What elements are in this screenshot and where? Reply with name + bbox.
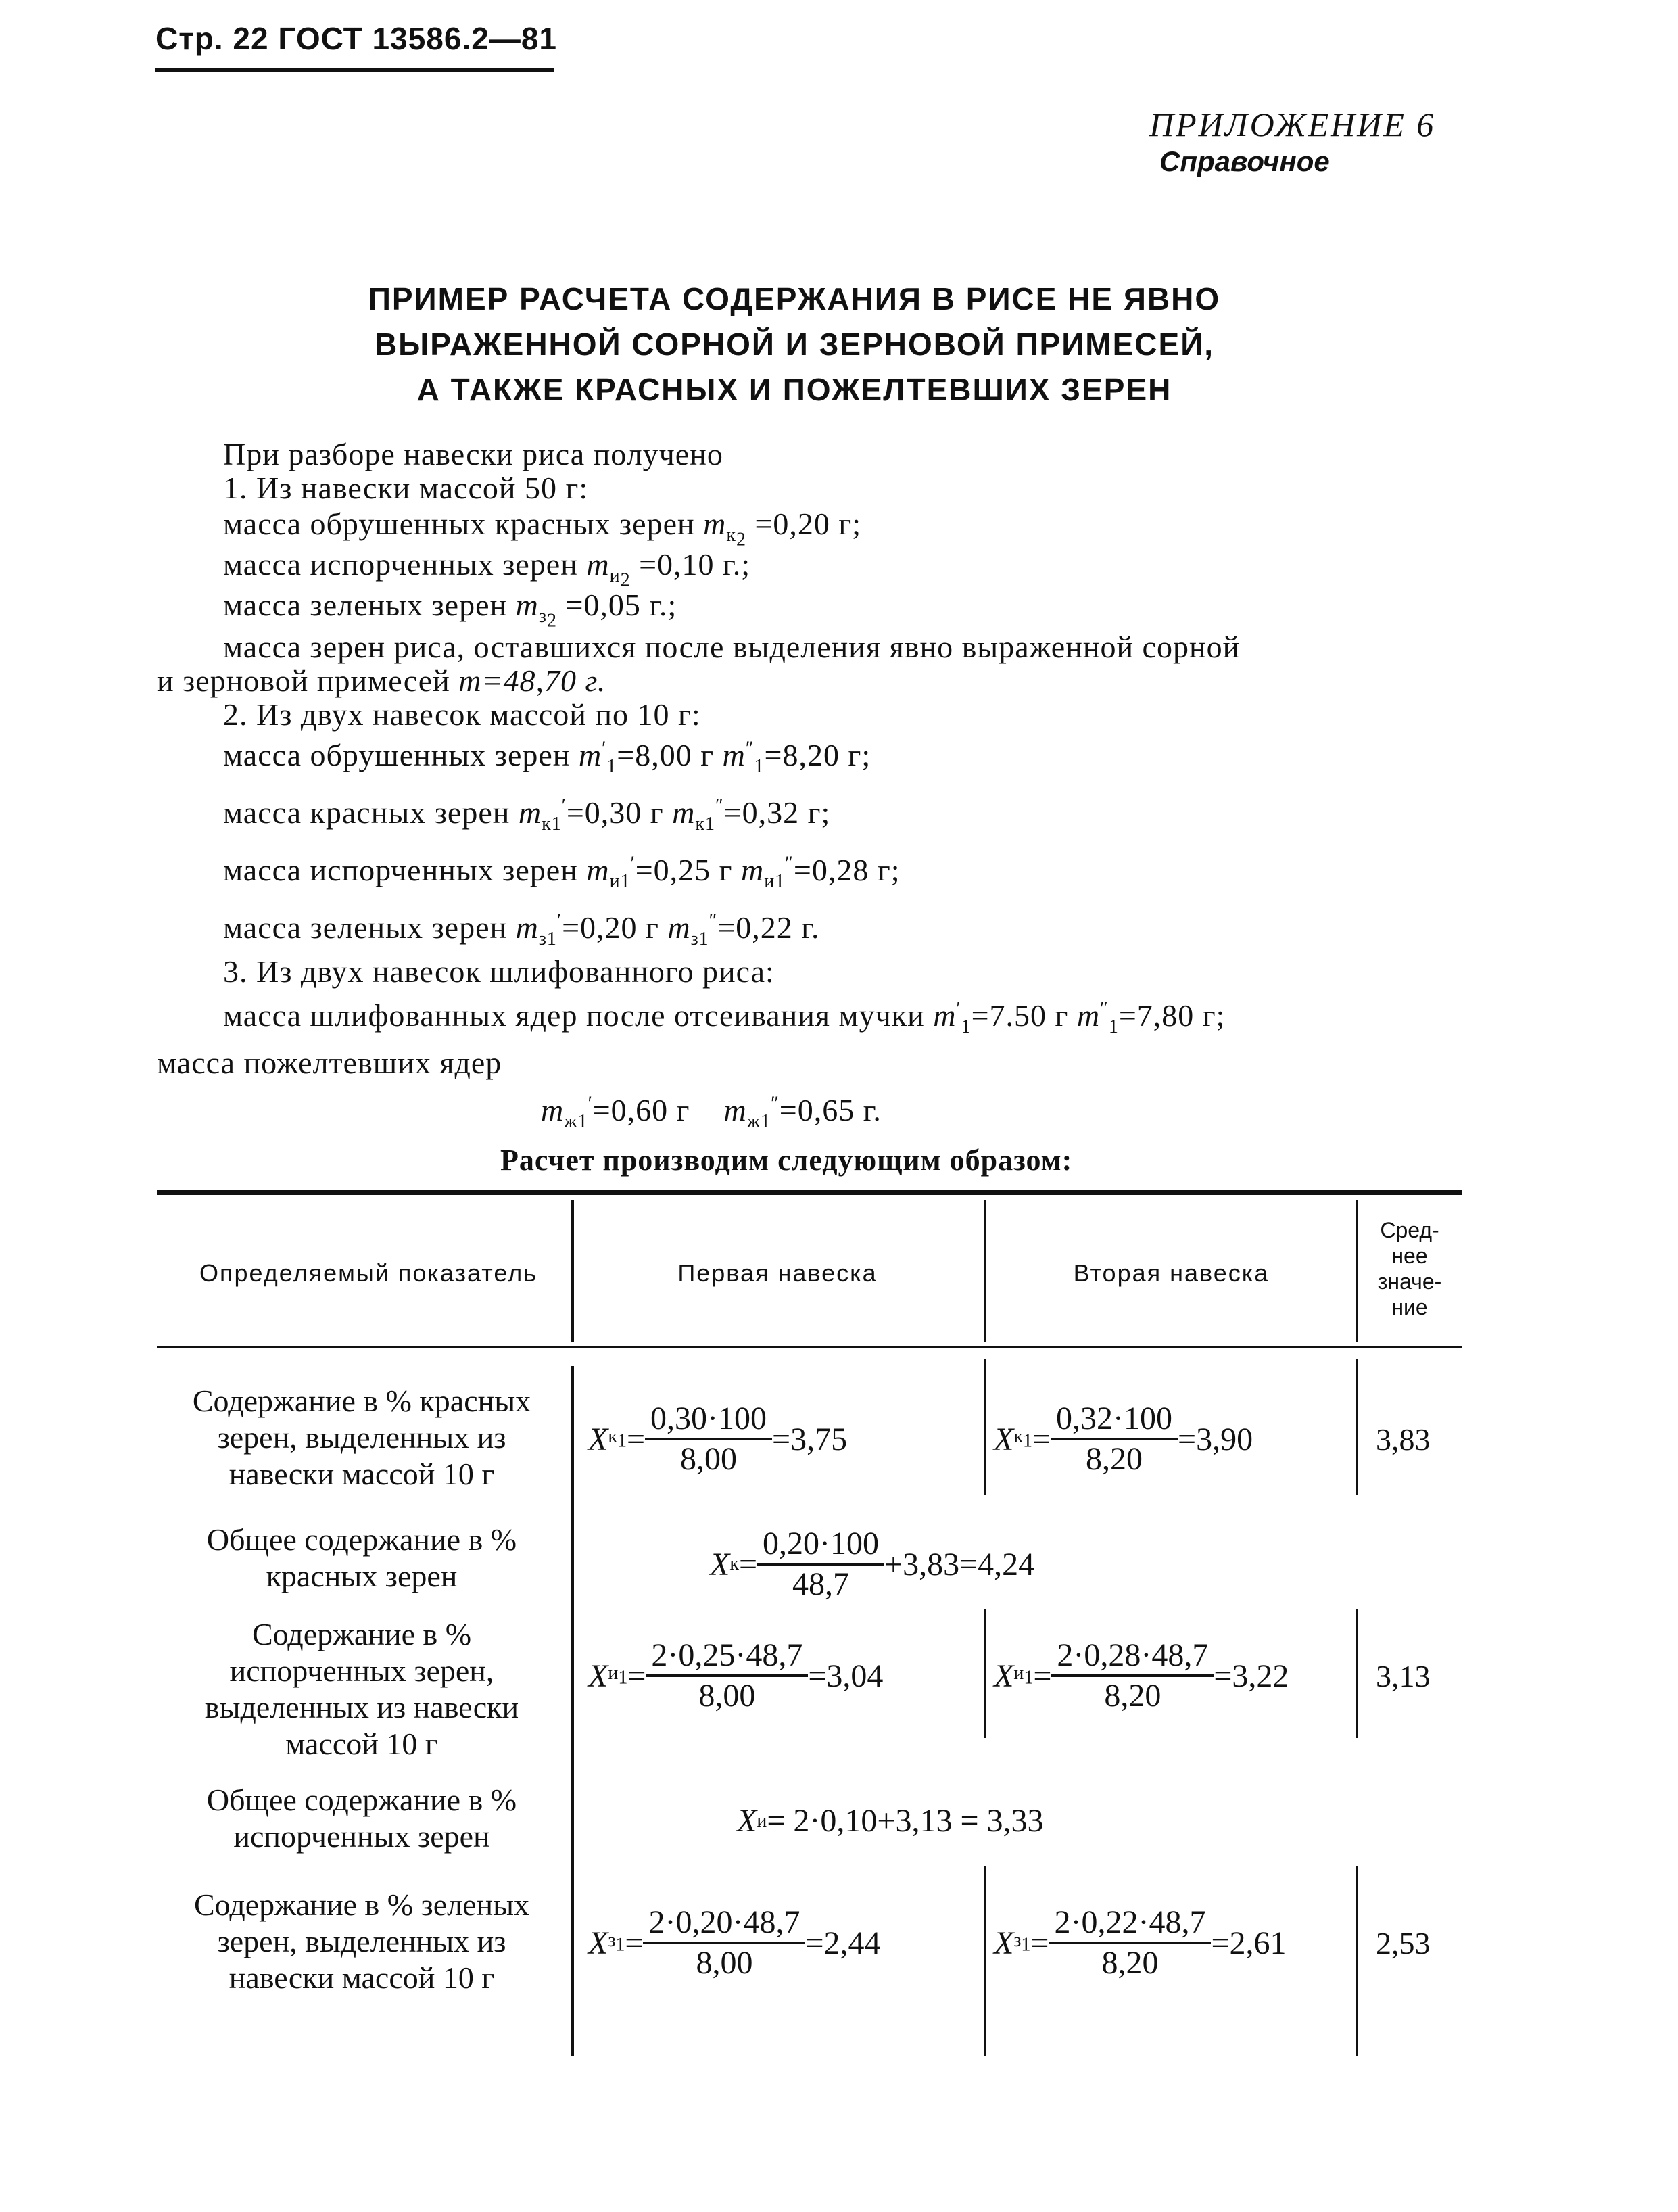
table-vline-2-head xyxy=(984,1200,986,1342)
line-remaining-a: масса зерен риса, оставшихся после выделения явно выраженной сорной xyxy=(223,630,1241,664)
line-yellowed-kernels: масса пожелтевших ядер xyxy=(157,1045,502,1080)
line-green-grains: масса зеленых зерен $m_{з_2} =0,05$ г.; xyxy=(223,588,677,632)
avg-spoiled: 3,13 xyxy=(1376,1659,1431,1693)
row-label-green-percent: Содержание в % зеленых зерен, выделенных из навески массой 10 г xyxy=(193,1887,530,1995)
table-vline-3-row5 xyxy=(1356,1866,1358,2056)
table-header-rule xyxy=(157,1346,1462,1348)
header-indicator: Определяемый показатель xyxy=(199,1259,537,1287)
table-vline-2-row3 xyxy=(984,1609,986,1738)
line-spoiled-grains-2: масса испорченных зерен $m_{и1}'=0,25$ г $m_{и1}''=0,28$ г; xyxy=(223,853,901,893)
table-vline-1-body xyxy=(571,1366,574,2056)
formula-green-second: X $з_1$ = $\frac{2\cdot 0,22\cdot 48,7}{8,20}$ =2,61 xyxy=(994,1904,1287,1981)
line-remaining-b: и зерновой примесей m=48,70 г. xyxy=(157,663,606,698)
title-line-1: ПРИМЕР РАСЧЕТА СОДЕРЖАНИЯ В РИСЕ НЕ ЯВНО xyxy=(368,281,1221,316)
line-red-grains: масса обрушенных красных зерен $m_{к_2} =0,20$ г; xyxy=(223,507,862,550)
formula-green-first: X $з_1$ = $\frac{2\cdot 0,20\cdot 48,7}{8,00}$ =2,44 xyxy=(588,1904,881,1981)
avg-green: 2,53 xyxy=(1376,1926,1431,1960)
table-vline-3-head xyxy=(1356,1200,1358,1342)
table-vline-2-row5 xyxy=(984,1866,986,2056)
line-hulled-grains: масса обрушенных зерен $m'_1=8,00$ г $m''_1=8,20$ г; xyxy=(223,738,871,778)
title-line-2: ВЫРАЖЕННОЙ СОРНОЙ И ЗЕРНОВОЙ ПРИМЕСЕЙ, xyxy=(374,327,1215,362)
table-top-rule xyxy=(157,1190,1462,1195)
row-label-red-total: Общее содержание в % красных зерен xyxy=(206,1522,517,1593)
header-second-sample: Вторая навеска xyxy=(1073,1259,1270,1287)
avg-red: 3,83 xyxy=(1376,1422,1431,1457)
item-1: 1. Из навески массой 50 г: xyxy=(223,471,589,505)
header-rule xyxy=(155,68,554,72)
line-spoiled-grains: масса испорченных зерен $m_{и_2} =0,10$ г.; xyxy=(223,547,750,591)
line-polished-kernels: масса шлифованных ядер после отсеивания мучки $m'_1=7.50$ г $m''_1=7,80$ г; xyxy=(223,998,1226,1038)
item-2: 2. Из двух навесок массой по 10 г: xyxy=(223,697,701,732)
line-red-grains-2: масса красных зерен $m_{к1}'=0,30$ г $m_{к1}''=0,32$ г; xyxy=(223,795,831,835)
row-label-spoiled-total: Общее содержание в % испорченных зерен xyxy=(206,1783,517,1854)
line-yellowed-values: $m_{ж1}'=0,60$ г $m_{ж1}''=0,65$ г. xyxy=(541,1093,882,1133)
table-vline-3-row3 xyxy=(1356,1609,1358,1738)
calculation-title: Расчет производим следующим образом: xyxy=(500,1144,1073,1177)
formula-spoiled-first: X $и_1$ = $\frac{2\cdot 0,25\cdot 48,7}{8,00}$ =3,04 xyxy=(588,1637,884,1714)
table-vline-2-row1 xyxy=(984,1359,986,1495)
formula-red-second: X $к_1$ = $\frac{0,32\cdot 100}{8,20}$ =3,90 xyxy=(994,1401,1253,1477)
formula-spoiled-total: X и = 2·0,10+3,13 = 3,33 xyxy=(737,1803,1044,1839)
page-header: Стр. 22 ГОСТ 13586.2—81 xyxy=(155,21,558,56)
appendix-subtitle: Справочное xyxy=(1159,145,1330,177)
table-vline-1-head xyxy=(571,1200,574,1342)
title-line-3: А ТАКЖЕ КРАСНЫХ И ПОЖЕЛТЕВШИХ ЗЕРЕН xyxy=(416,372,1172,407)
header-first-sample: Первая навеска xyxy=(677,1259,878,1287)
row-label-spoiled-percent: Содержание в % испорченных зерен, выделенных из навески массой 10 г xyxy=(204,1617,519,1761)
formula-red-total: X к = $\frac{0,20\cdot 100}{48,7}$ +3,83=4,24 xyxy=(710,1526,1035,1602)
item-3: 3. Из двух навесок шлифованного риса: xyxy=(223,954,775,989)
header-average: Сред-нее значе-ние xyxy=(1377,1218,1442,1319)
formula-spoiled-second: X $и_1$ = $\frac{2\cdot 0,28\cdot 48,7}{8,20}$ =3,22 xyxy=(994,1637,1289,1714)
line-green-grains-2: масса зеленых зерен $m_{з1}'=0,20$ г $m_{з1}''=0,22$ г. xyxy=(223,910,820,950)
table-vline-3-row1 xyxy=(1356,1359,1358,1495)
formula-red-first: X $к_1$ = $\frac{0,30\cdot 100}{8,00}$ =3,75 xyxy=(588,1401,848,1477)
row-label-red-percent: Содержание в % красных зерен, выделенных из навески массой 10 г xyxy=(192,1384,531,1491)
appendix-label: ПРИЛОЖЕНИЕ 6 xyxy=(1149,105,1436,143)
intro-text: При разборе навески риса получено xyxy=(223,437,723,471)
